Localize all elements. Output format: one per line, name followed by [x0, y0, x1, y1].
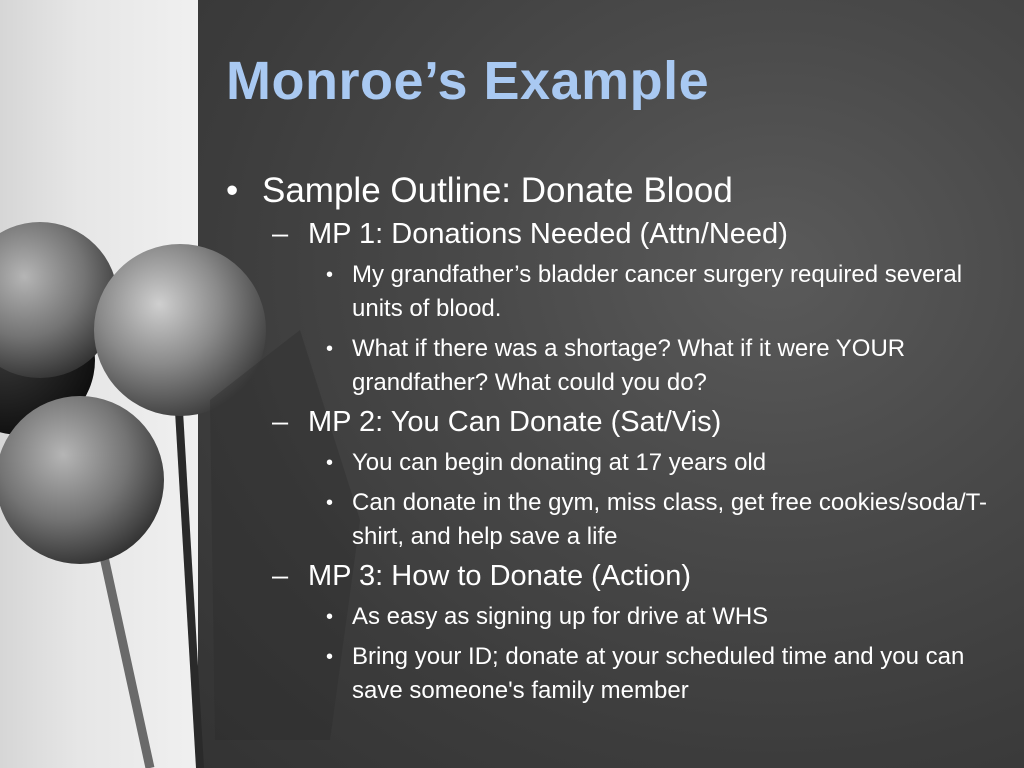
pin-needle: [176, 360, 200, 768]
sub-point: [326, 332, 996, 400]
sub-point-text: As easy as signing up for drive at WHS: [352, 603, 769, 630]
sub-point: [326, 486, 996, 554]
bullet-marker: •: [326, 492, 334, 514]
dash-marker: –: [272, 406, 289, 438]
pin-head: [0, 396, 164, 564]
main-point-3-label: MP 3: How to Donate (Action): [308, 560, 692, 592]
sub-point: [326, 640, 996, 708]
sub-point-text: Bring your ID; donate at your scheduled time and you can save someone's family member: [352, 643, 965, 704]
sub-point-text: What if there was a shortage? What if it were YOUR grandfather? What could you do?: [352, 335, 906, 396]
dash-marker: –: [272, 560, 289, 592]
main-point-1: [272, 216, 996, 252]
sub-point: [326, 258, 996, 326]
main-point-2: [272, 404, 996, 440]
bullet-marker: •: [326, 606, 334, 628]
sub-point: [326, 446, 996, 480]
main-point-1-label: MP 1: Donations Needed (Attn/Need): [308, 218, 788, 250]
slide-body: [226, 170, 996, 708]
main-point-2-label: MP 2: You Can Donate (Sat/Vis): [308, 406, 722, 438]
sub-point-text: Can donate in the gym, miss class, get free cookies/soda/T-shirt, and help save a life: [352, 489, 987, 550]
sub-point-text: My grandfather’s bladder cancer surgery required several units of blood.: [352, 261, 963, 322]
bullet-marker: •: [326, 452, 334, 474]
dash-marker: –: [272, 218, 289, 250]
bullet-marker: •: [326, 646, 334, 668]
bullet-marker: •: [326, 264, 334, 286]
sub-point: [326, 600, 996, 634]
slide-title: Monroe’s Example: [226, 51, 710, 111]
outline-heading-text: Sample Outline: Donate Blood: [262, 171, 733, 210]
outline-heading: [226, 170, 996, 212]
bullet-marker: •: [326, 338, 334, 360]
main-point-3: [272, 558, 996, 594]
sub-point-text: You can begin donating at 17 years old: [352, 449, 767, 476]
bullet-marker: •: [226, 171, 239, 210]
